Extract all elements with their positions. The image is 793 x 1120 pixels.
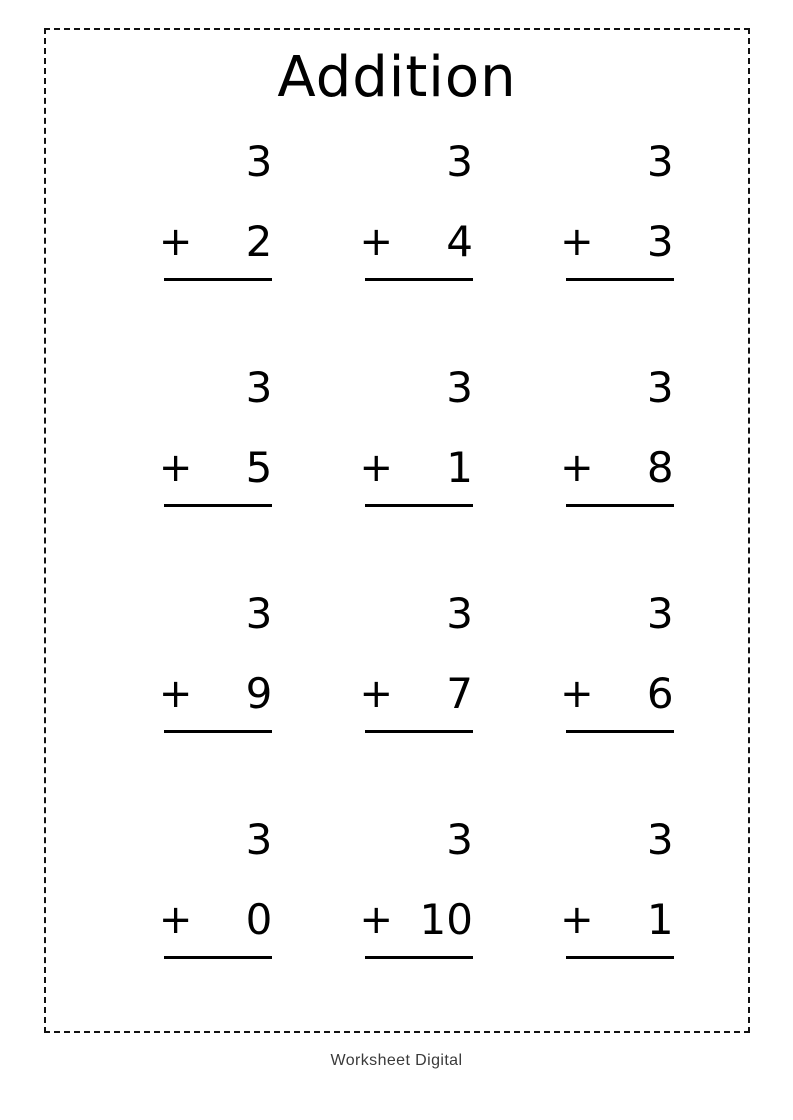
problem-2-answer-line[interactable] <box>365 278 473 281</box>
problem-5-answer-line[interactable] <box>365 504 473 507</box>
plus-icon: + <box>560 445 594 491</box>
plus-icon: + <box>359 897 393 943</box>
plus-icon: + <box>359 445 393 491</box>
problem-1 <box>108 136 288 362</box>
problem-3 <box>510 136 690 362</box>
problem-2-addend1-row <box>309 136 489 188</box>
problem-5-addend1-row <box>309 362 489 414</box>
problem-11-addend1: 3 <box>446 815 473 864</box>
problem-12 <box>510 814 690 1040</box>
problem-9-addend2-row <box>510 666 690 722</box>
problem-5-addend2: 1 <box>446 443 473 492</box>
problem-1-addend1-row <box>108 136 288 188</box>
plus-icon: + <box>158 671 193 717</box>
problem-6-addend2: 8 <box>646 443 674 492</box>
problem-9-addend1-row <box>510 588 690 640</box>
problem-11-addend2-row <box>309 892 489 948</box>
problem-9-addend1: 3 <box>646 589 674 638</box>
plus-icon: + <box>560 897 594 943</box>
problem-4-addend2-row <box>108 440 288 496</box>
problem-8-addend1-row <box>309 588 489 640</box>
problem-1-addend2-row <box>108 214 288 270</box>
problem-1-answer-line[interactable] <box>164 278 272 281</box>
problem-1-addend1: 3 <box>245 137 273 186</box>
problem-7 <box>108 588 288 814</box>
problem-3-addend2-row <box>510 214 690 270</box>
problem-10 <box>108 814 288 1040</box>
problem-8-addend2-row <box>309 666 489 722</box>
plus-icon: + <box>560 671 594 717</box>
problem-4-addend1: 3 <box>245 363 273 412</box>
problem-9-addend2: 6 <box>646 669 674 718</box>
problem-7-addend1-row <box>108 588 288 640</box>
problem-10-addend1: 3 <box>245 815 273 864</box>
problem-7-addend1: 3 <box>245 589 273 638</box>
worksheet-border <box>44 28 750 1033</box>
problem-10-addend1-row <box>108 814 288 866</box>
plus-icon: + <box>359 671 393 717</box>
problem-12-addend2: 1 <box>646 895 674 944</box>
problem-11-answer-line[interactable] <box>365 956 473 959</box>
problem-6 <box>510 362 690 588</box>
problem-4-addend2: 5 <box>245 443 273 492</box>
plus-icon: + <box>158 445 193 491</box>
problem-11 <box>309 814 489 1040</box>
plus-icon: + <box>359 219 393 265</box>
problem-4-addend1-row <box>108 362 288 414</box>
problem-8-addend1: 3 <box>446 589 473 638</box>
problem-7-answer-line[interactable] <box>164 730 272 733</box>
problem-12-addend1: 3 <box>646 815 674 864</box>
problem-5-addend2-row <box>309 440 489 496</box>
problem-6-addend1: 3 <box>646 363 674 412</box>
problems-grid <box>98 136 700 1040</box>
plus-icon: + <box>158 219 193 265</box>
problem-4-answer-line[interactable] <box>164 504 272 507</box>
problem-9-answer-line[interactable] <box>566 730 674 733</box>
problem-5 <box>309 362 489 588</box>
problem-6-addend2-row <box>510 440 690 496</box>
problem-2 <box>309 136 489 362</box>
problem-7-addend2: 9 <box>245 669 273 718</box>
problem-7-addend2-row <box>108 666 288 722</box>
problem-8 <box>309 588 489 814</box>
problem-11-addend1-row <box>309 814 489 866</box>
problem-3-answer-line[interactable] <box>566 278 674 281</box>
problem-5-addend1: 3 <box>446 363 473 412</box>
problem-8-answer-line[interactable] <box>365 730 473 733</box>
problem-3-addend1-row <box>510 136 690 188</box>
problem-10-addend2: 0 <box>245 895 273 944</box>
problem-8-addend2: 7 <box>446 669 473 718</box>
problem-9 <box>510 588 690 814</box>
page-title: Addition <box>277 45 517 110</box>
plus-icon: + <box>158 897 193 943</box>
worksheet-credit: Worksheet Digital <box>330 1052 463 1069</box>
problem-2-addend2-row <box>309 214 489 270</box>
problem-12-answer-line[interactable] <box>566 956 674 959</box>
problem-1-addend2: 2 <box>245 217 273 266</box>
problem-12-addend2-row <box>510 892 690 948</box>
plus-icon: + <box>560 219 594 265</box>
problem-11-addend2: 10 <box>419 895 473 944</box>
problem-10-addend2-row <box>108 892 288 948</box>
problem-3-addend2: 3 <box>646 217 674 266</box>
problem-2-addend2: 4 <box>446 217 473 266</box>
problem-10-answer-line[interactable] <box>164 956 272 959</box>
problem-4 <box>108 362 288 588</box>
problem-2-addend1: 3 <box>446 137 473 186</box>
problem-6-answer-line[interactable] <box>566 504 674 507</box>
problem-12-addend1-row <box>510 814 690 866</box>
problem-3-addend1: 3 <box>646 137 674 186</box>
problem-6-addend1-row <box>510 362 690 414</box>
